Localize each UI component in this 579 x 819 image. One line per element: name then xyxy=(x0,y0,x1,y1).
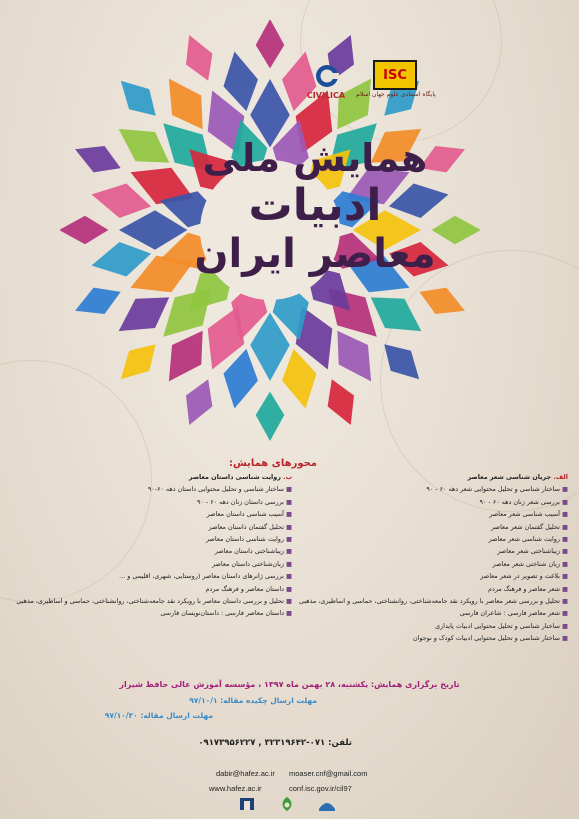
list-item-text: زیباشناختی شعر معاصر xyxy=(497,547,560,556)
email-link[interactable]: moaser.cnf@gmail.com xyxy=(289,769,368,778)
bullet-icon: ■ xyxy=(561,584,568,593)
bullet-icon: ■ xyxy=(285,510,292,519)
list-item-text: روایت شناسی داستان معاصر xyxy=(205,535,284,544)
rosette-petal xyxy=(60,216,108,245)
bullet-icon: ■ xyxy=(561,547,568,556)
list-item-text: بررسی ژانرهای داستان معاصر (روستایی، شهری، اقلیمی و ... xyxy=(119,572,284,581)
list-item-text: بررسی داستان زنان دهه ۶۰ - ۹۰ xyxy=(196,497,284,506)
bullet-icon: ■ xyxy=(285,485,292,494)
list-item xyxy=(299,521,568,533)
rosette-petal xyxy=(176,374,221,431)
rosette-petal xyxy=(176,30,221,87)
list-item xyxy=(299,496,568,508)
bullet-icon: ■ xyxy=(561,559,568,568)
phone-numbers: تلفن: ۰۷۱-۳۲۳۱۹۶۴۲ , ۰۹۱۷۳۹۵۶۲۲۷ xyxy=(198,738,352,748)
isc-logo-text: ISC xyxy=(383,67,407,83)
rosette-petal xyxy=(414,279,471,324)
column-b-title: روایت شناسی داستان معاصر xyxy=(188,473,281,481)
rosette-petal xyxy=(256,392,285,441)
column-a-heading xyxy=(299,471,568,483)
list-item xyxy=(299,508,568,520)
list-item xyxy=(16,583,292,595)
list-item xyxy=(299,620,568,632)
list-item-text: شعر معاصر و فرهنگ مردم xyxy=(488,584,560,593)
rosette-petal xyxy=(111,71,166,126)
list-item xyxy=(16,508,292,520)
list-item xyxy=(299,545,568,557)
rosette-petal xyxy=(319,374,364,431)
bullet-icon: ■ xyxy=(561,497,568,506)
leaf-logo xyxy=(278,796,296,812)
bullet-icon: ■ xyxy=(285,535,292,544)
list-item-text: بلاغت و تصویر در شعر معاصر xyxy=(480,572,560,581)
bullet-icon: ■ xyxy=(561,485,568,494)
axes-column-a xyxy=(299,471,568,645)
list-item xyxy=(299,558,568,570)
bullet-icon: ■ xyxy=(561,597,568,606)
list-item-text: زیباشناختی داستان معاصر xyxy=(214,547,284,556)
list-item-text: ساختار شناسی و تحلیل محتوایی شعر دهه ۶۰ - ۹۰ xyxy=(426,485,560,494)
rosette-petal xyxy=(256,20,285,68)
list-item xyxy=(16,595,292,607)
organizer-logo xyxy=(318,796,336,812)
list-item xyxy=(299,533,568,545)
rosette-petal xyxy=(70,136,127,181)
bullet-icon: ■ xyxy=(285,547,292,556)
list-item-text: ساختار شناسی و تحلیل محتوایی داستان دهه ۶۰-۹۰ xyxy=(147,485,284,494)
list-item-text: تحلیل و بررسی داستان معاصر با رویکرد نقد جامعه‌شناختی، روانشناختی، حماسی و اساطیری، مذهبی xyxy=(16,597,284,606)
abstract-deadline: مهلت ارسال چکیده مقاله: ۹۷/۱۰/۱ xyxy=(189,696,317,705)
bullet-icon: ■ xyxy=(285,559,292,568)
list-item xyxy=(16,607,292,619)
list-item xyxy=(299,632,568,644)
list-item xyxy=(16,558,292,570)
axes-heading: محورهای همایش: xyxy=(228,458,317,469)
website-link[interactable]: www.hafez.ac.ir xyxy=(209,784,262,793)
bullet-icon: ■ xyxy=(561,522,568,531)
list-item-text: داستان معاصر و فرهنگ مردم xyxy=(205,584,284,593)
column-a-title: جریان شناسی شعر معاصر xyxy=(467,473,552,481)
bullet-icon: ■ xyxy=(285,522,292,531)
bullet-icon: ■ xyxy=(561,535,568,544)
civilica-logo xyxy=(311,64,343,88)
list-item-text: تحلیل گفتمان شعر معاصر xyxy=(491,522,560,531)
title-line-3: معاصر ایران xyxy=(194,231,436,277)
conference-date: تاریخ برگزاری همایش: یکشنبه، ۲۸ بهمن ماه ۱۳۹۷ ، مؤسسه آموزش عالی حافظ شیراز xyxy=(119,680,460,689)
bullet-icon: ■ xyxy=(561,609,568,618)
civilica-label: CIVILICA xyxy=(306,91,346,100)
isc-logo xyxy=(373,60,417,90)
conference-title xyxy=(150,135,480,277)
paper-deadline: مهلت ارسال مقاله: ۹۷/۱۰/۲۰ xyxy=(104,711,213,720)
list-item-text: تحلیل گفتمان داستان معاصر xyxy=(208,522,284,531)
list-item-text: آسیب شناسی داستان معاصر xyxy=(206,510,284,519)
list-item-text: روایت شناسی شعر معاصر xyxy=(488,535,560,544)
list-item xyxy=(299,483,568,495)
list-item-text: تحلیل و بررسی شعر معاصر با رویکرد نقد جامعه‌شناختی، روانشناختی، حماسی و اساطیری، مذهبی xyxy=(298,597,560,606)
list-item-text: شعر معاصر فارسی : شاعران فارسی xyxy=(459,609,560,618)
rosette-petal xyxy=(374,334,429,389)
bullet-icon: ■ xyxy=(285,609,292,618)
list-item xyxy=(299,607,568,619)
bullet-icon: ■ xyxy=(561,510,568,519)
list-item-text: ساختار شناسی و تحلیل محتوایی ادبیات کودک و نوجوان xyxy=(412,634,560,643)
list-item-text: آسیب شناسی شعر معاصر xyxy=(489,510,560,519)
bullet-icon: ■ xyxy=(285,497,292,506)
list-item-text: بررسی شعر زنان دهه ۶۰ - ۹۰ xyxy=(479,497,560,506)
list-item xyxy=(16,483,292,495)
column-b-marker: ب. xyxy=(283,473,292,481)
axes-column-b xyxy=(16,471,292,620)
column-a-marker: الف. xyxy=(553,473,568,481)
list-item xyxy=(16,570,292,582)
bullet-icon: ■ xyxy=(285,572,292,581)
column-b-heading xyxy=(16,471,292,483)
list-item-text: زبان‌شناختی داستان معاصر xyxy=(211,559,284,568)
rosette-petal xyxy=(70,279,127,324)
list-item xyxy=(299,583,568,595)
list-item-text: ساختار شناسی و تحلیل محتوایی ادبیات پایداری xyxy=(435,621,560,630)
list-item-text: داستان معاصر فارسی : داستان‌نویسان فارسی xyxy=(160,609,284,618)
list-item xyxy=(16,545,292,557)
list-item xyxy=(299,570,568,582)
list-item xyxy=(16,521,292,533)
title-line-2: ادبیات xyxy=(248,180,382,231)
bullet-icon: ■ xyxy=(561,621,568,630)
email-link[interactable]: dabir@hafez.ac.ir xyxy=(216,769,275,778)
bullet-icon: ■ xyxy=(285,584,292,593)
list-item xyxy=(16,496,292,508)
bullet-icon: ■ xyxy=(285,597,292,606)
list-item xyxy=(299,595,568,607)
rosette-petal xyxy=(111,334,166,389)
bullet-icon: ■ xyxy=(561,572,568,581)
title-line-1: همایش ملی xyxy=(202,136,428,180)
website-link[interactable]: conf.isc.gov.ir/cil97 xyxy=(289,784,352,793)
list-item xyxy=(16,533,292,545)
bullet-icon: ■ xyxy=(561,634,568,643)
isc-caption: پایگاه استنادی علوم جهان اسلام xyxy=(356,91,436,98)
list-item-text: زبان شناختی شعر معاصر xyxy=(492,559,560,568)
hafez-institute-logo xyxy=(238,796,256,812)
